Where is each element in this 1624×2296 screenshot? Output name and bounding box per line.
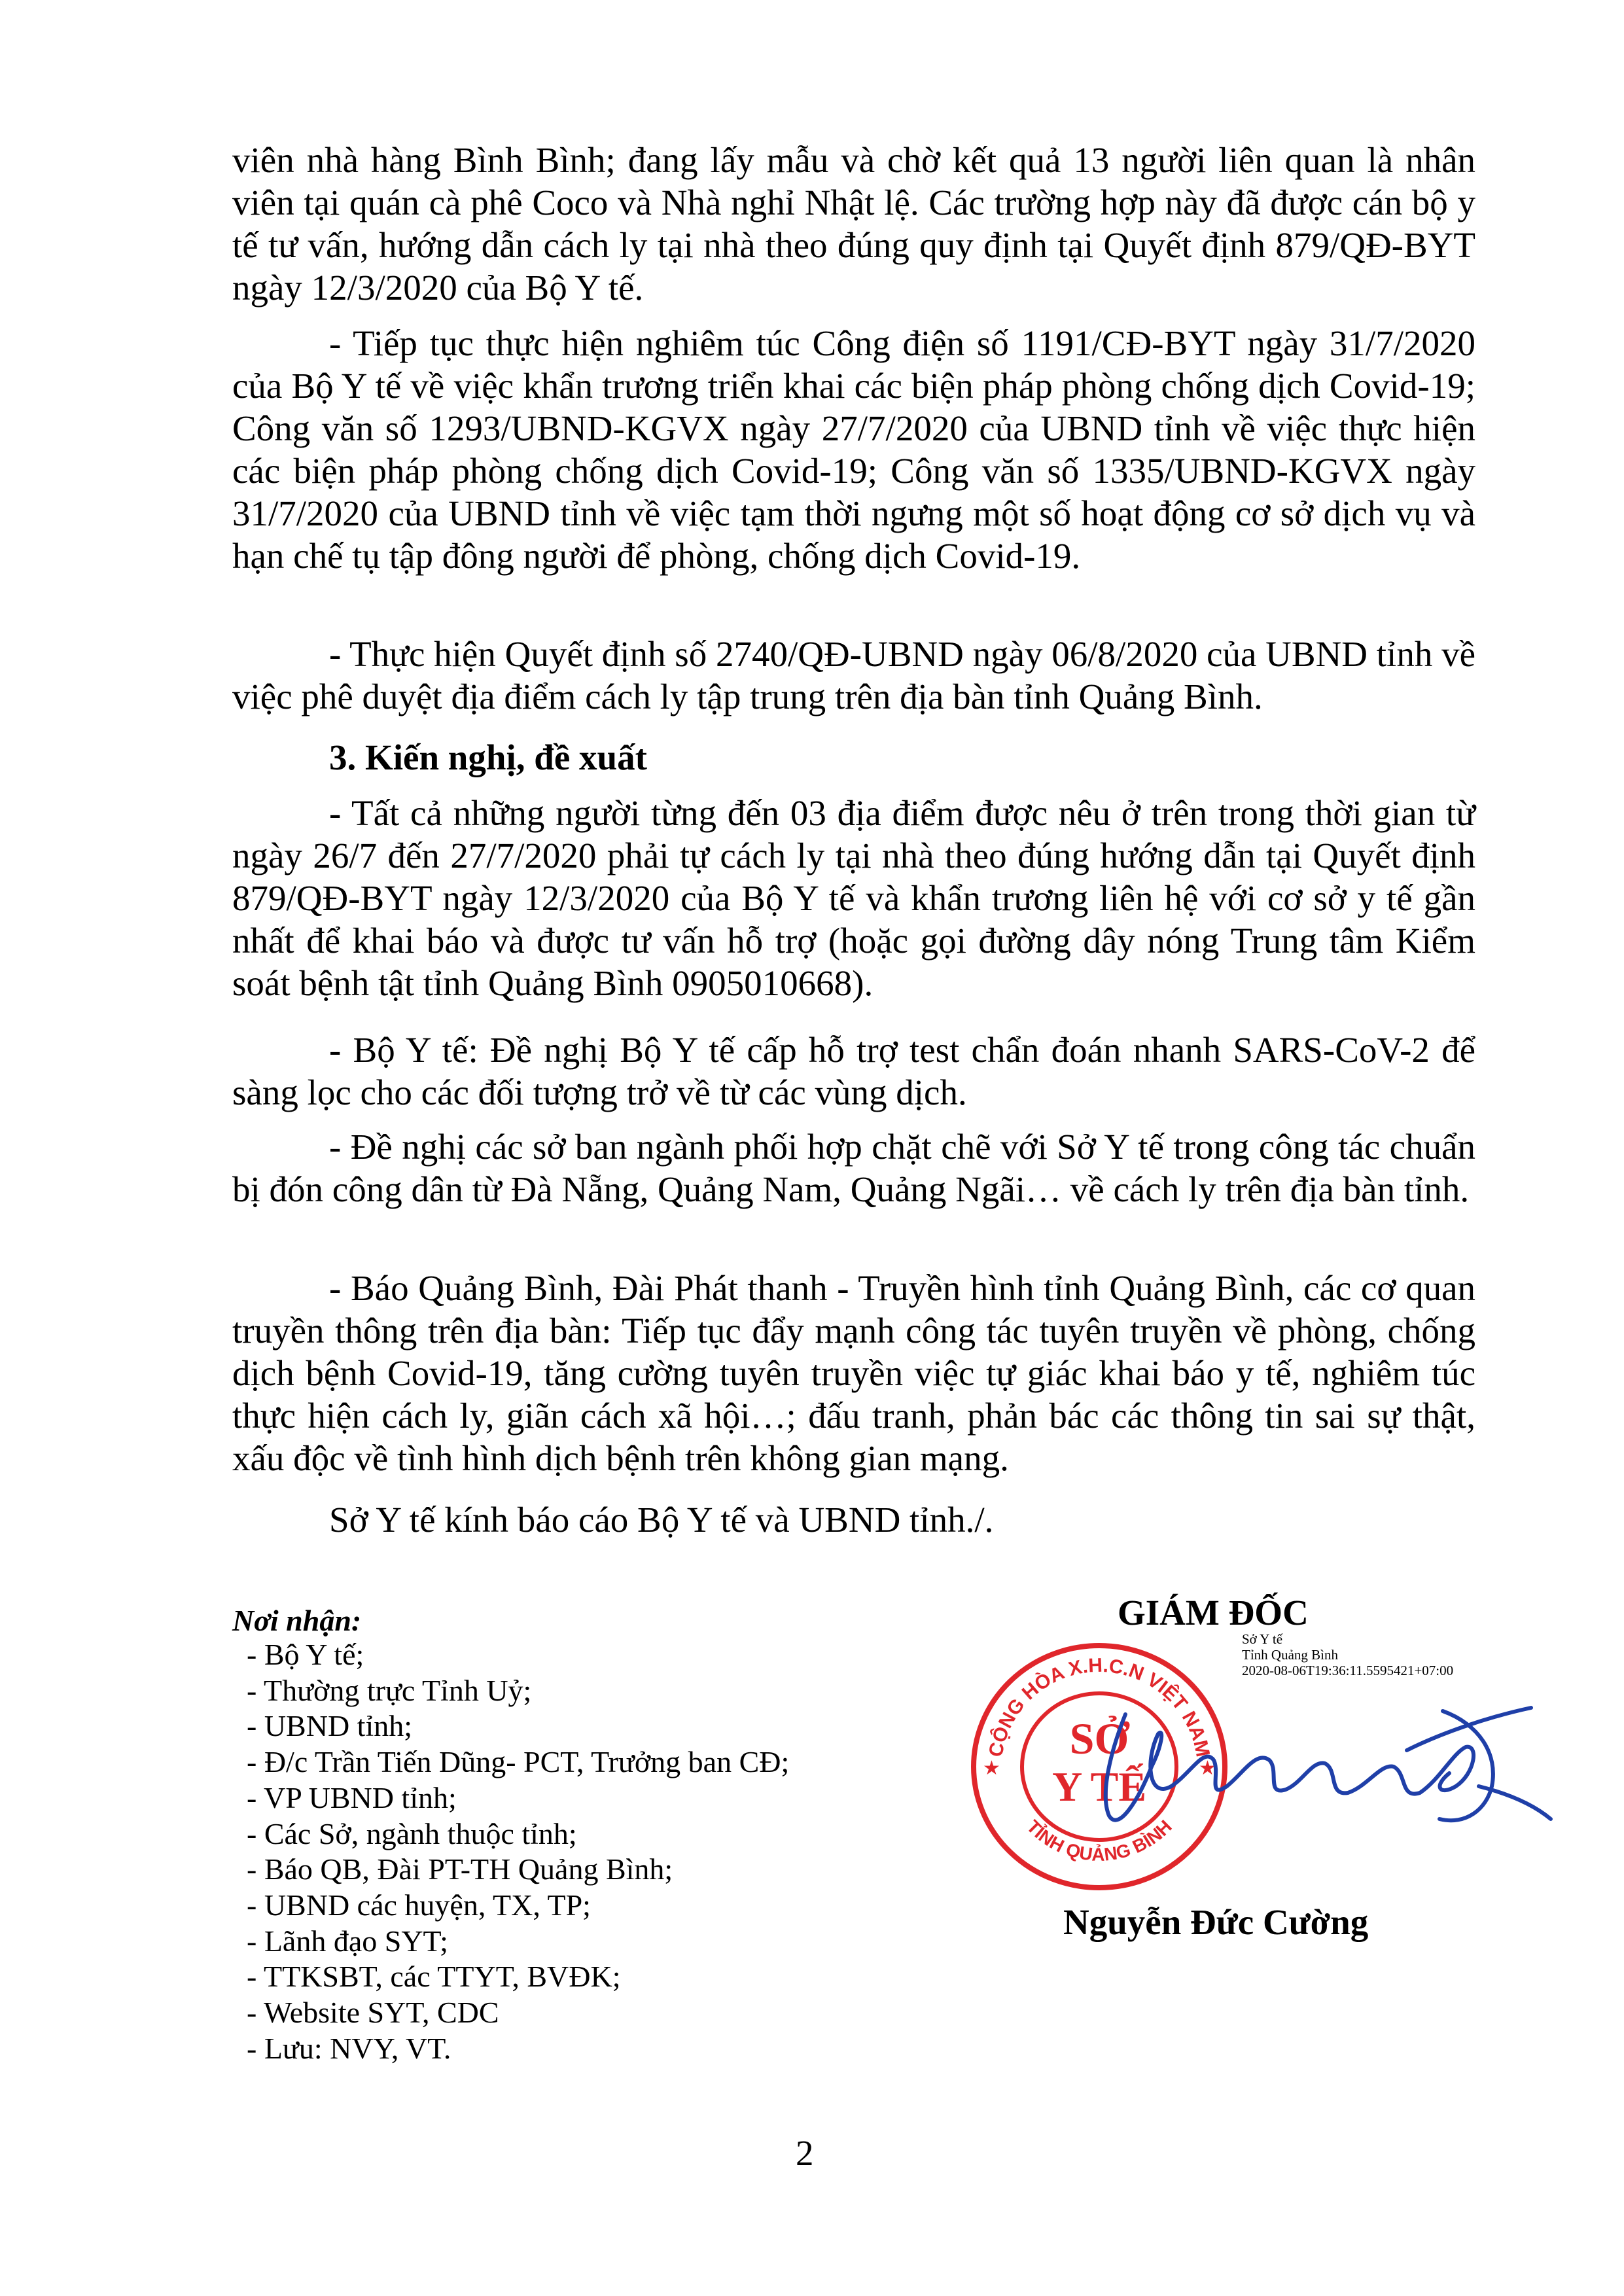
recipient-item: - Báo QB, Đài PT-TH Quảng Bình; [247, 1852, 673, 1886]
recipient-item: - TTKSBT, các TTYT, BVĐK; [247, 1960, 621, 1994]
recipient-item: - Lưu: NVY, VT. [247, 2031, 451, 2065]
closing-statement: Sở Y tế kính báo cáo Bộ Y tế và UBND tỉnh./. [329, 1500, 994, 1540]
signature-org: Sở Y tế [1242, 1631, 1283, 1647]
signature-province: Tỉnh Quảng Bình [1242, 1647, 1338, 1663]
recipients-block [232, 1604, 952, 2066]
stamp-ring-top-text: CỘNG HÒA X.H.C.N VIỆT NAM [985, 1654, 1214, 1759]
recommendation-self-isolation: - Tất cả những người từng đến 03 địa điểm được nêu ở trên trong thời gian từ ngày 26/7 đến 27/7/2020 phải tự cách ly tại nhà theo đúng hướng dẫn tại Quyết định 879/QĐ-BYT ngày 12/3/2020 của Bộ Y tế và khẩn trương liên hệ với cơ sở y tế gần nhất để khai báo và được tư vấn hỗ trợ (hoặc gọi đường dây nóng Trung tâm Kiểm soát bệnh tật tỉnh Quảng Bình 0905010668). [232, 793, 1475, 1003]
section-heading-recommendations: 3. Kiến nghị, đề xuất [329, 737, 647, 777]
stamp-center-line1: SỞ [1069, 1714, 1129, 1763]
recipient-item: - UBND các huyện, TX, TP; [247, 1888, 591, 1922]
recipients-title: Nơi nhận: [232, 1604, 362, 1637]
recommendation-media: - Báo Quảng Bình, Đài Phát thanh - Truyền hình tỉnh Quảng Bình, các cơ quan truyền thông trên địa bàn: Tiếp tục đẩy mạnh công tác tuyên truyền về phòng, chống dịch bệnh Covid-19, tăng cường tuyên truyền việc tự giác khai báo y tế, nghiêm túc thực hiện cách ly, giãn cách xã hội…; đấu tranh, phản bác các thông tin sai sự thật, xấu độc về tình hình dịch bệnh trên không gian mạng. [232, 1268, 1475, 1478]
recipient-item: - Thường trực Tỉnh Uỷ; [247, 1673, 532, 1707]
recommendation-ministry-tests: - Bộ Y tế: Đề nghị Bộ Y tế cấp hỗ trợ test chẩn đoán nhanh SARS-CoV-2 để sàng lọc cho các đối tượng trở về từ các vùng dịch. [232, 1030, 1475, 1112]
page-number: 2 [796, 2133, 814, 2173]
signer-title: GIÁM ĐỐC [1118, 1593, 1309, 1633]
star-icon: ★ [983, 1757, 1000, 1779]
body-paragraph-decision-2740: - Thực hiện Quyết định số 2740/QĐ-UBND ngày 06/8/2020 của UBND tỉnh về việc phê duyệt địa điểm cách ly tập trung trên địa bàn tỉnh Quảng Bình. [232, 634, 1475, 716]
handwritten-signature [1073, 1688, 1557, 1839]
stamp-ring-bottom-text: TỈNH QUẢNG BÌNH [1023, 1816, 1176, 1865]
recipient-item: - Đ/c Trần Tiến Dũng- PCT, Trưởng ban CĐ; [247, 1745, 790, 1779]
body-paragraph-directive-1191: - Tiếp tục thực hiện nghiêm túc Công điện số 1191/CĐ-BYT ngày 31/7/2020 của Bộ Y tế về việc khẩn trương triển khai các biện pháp phòng chống dịch Covid-19; Công văn số 1293/UBND-KGVX ngày 27/7/2020 của UBND tỉnh về việc thực hiện các biện pháp phòng chống dịch Covid-19; Công văn số 1335/UBND-KGVX ngày 31/7/2020 của UBND tỉnh về việc tạm thời ngưng một số hoạt động cơ sở dịch vụ và hạn chế tụ tập đông người để phòng, chống dịch Covid-19. [232, 323, 1475, 576]
recipient-item: - Website SYT, CDC [247, 1996, 499, 2030]
signer-name: Nguyễn Đức Cường [1063, 1902, 1369, 1942]
recipients-list [232, 1637, 952, 2066]
recipient-item: - Các Sở, ngành thuộc tỉnh; [247, 1816, 577, 1850]
recommendation-departments: - Đề nghị các sở ban ngành phối hợp chặt chẽ với Sở Y tế trong công tác chuẩn bị đón công dân từ Đà Nẵng, Quảng Nam, Quảng Ngãi… về cách ly trên địa bàn tỉnh. [232, 1127, 1475, 1209]
recipient-item: - VP UBND tỉnh; [247, 1780, 457, 1814]
star-icon: ★ [1199, 1757, 1216, 1779]
digital-signature-info [1242, 1631, 1453, 1678]
recipient-item: - Bộ Y tế; [247, 1638, 364, 1671]
body-paragraph-continuation: viên nhà hàng Bình Bình; đang lấy mẫu và chờ kết quả 13 người liên quan là nhân viên tại quán cà phê Coco và Nhà nghỉ Nhật lệ. Các trường hợp này đã được cán bộ y tế tư vấn, hướng dẫn cách ly tại nhà theo đúng quy định tại Quyết định 879/QĐ-BYT ngày 12/3/2020 của Bộ Y tế. [232, 140, 1475, 308]
stamp-center-line2: Y TẾ [1051, 1763, 1147, 1810]
signature-timestamp: 2020-08-06T19:36:11.5595421+07:00 [1242, 1663, 1454, 1678]
recipient-item: - Lãnh đạo SYT; [247, 1924, 448, 1958]
recipient-item: - UBND tỉnh; [247, 1709, 412, 1743]
